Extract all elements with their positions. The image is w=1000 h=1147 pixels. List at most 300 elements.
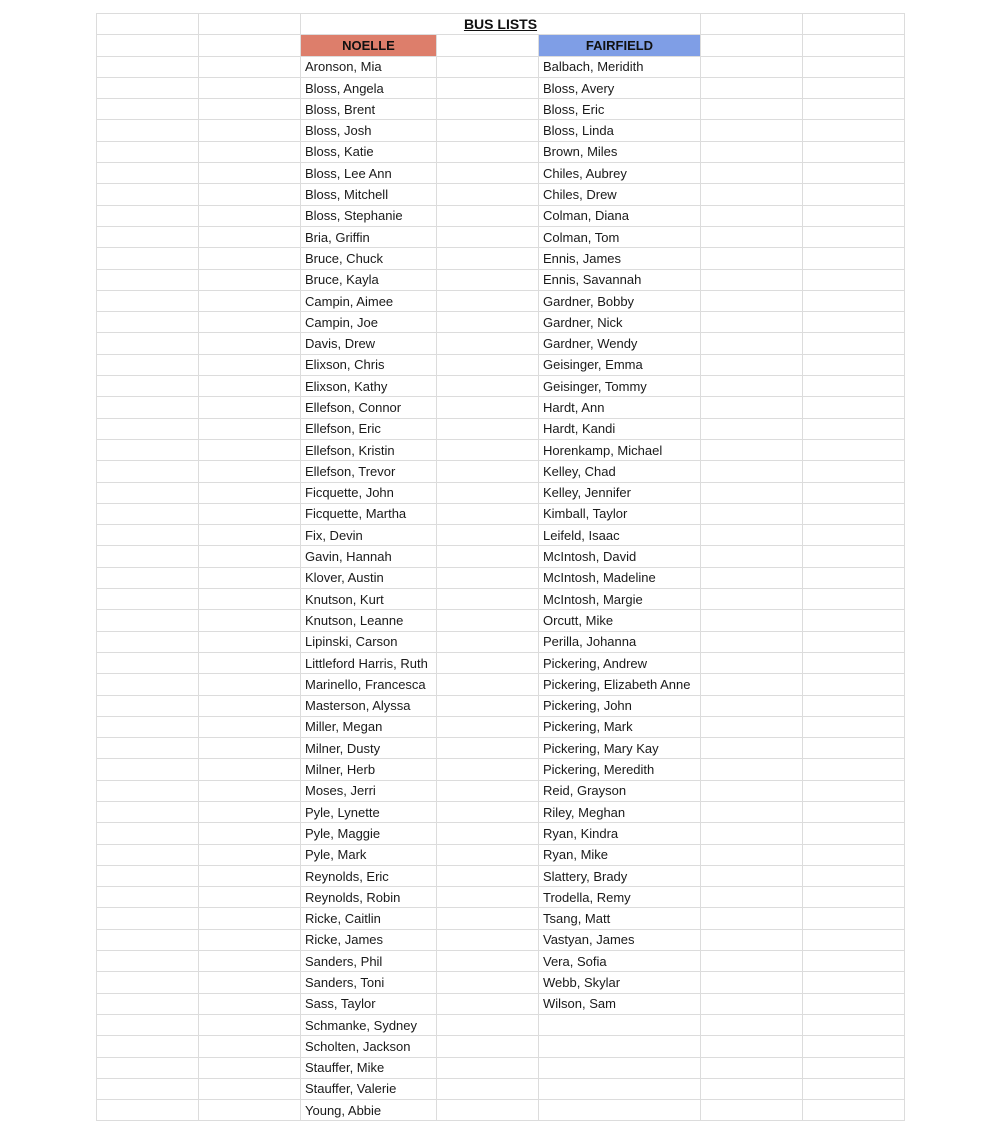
cell[interactable]	[97, 418, 199, 439]
cell[interactable]	[97, 993, 199, 1014]
cell[interactable]	[97, 205, 199, 226]
cell[interactable]	[199, 376, 301, 397]
fairfield-name-cell[interactable]: Balbach, Meridith	[539, 56, 701, 77]
fairfield-name-cell[interactable]: Webb, Skylar	[539, 972, 701, 993]
cell[interactable]	[97, 865, 199, 886]
cell[interactable]	[803, 439, 905, 460]
fairfield-name-cell[interactable]: Pickering, John	[539, 695, 701, 716]
cell[interactable]	[97, 312, 199, 333]
noelle-name-cell[interactable]: Ellefson, Kristin	[301, 439, 437, 460]
cell[interactable]	[97, 120, 199, 141]
cell[interactable]	[199, 35, 301, 56]
cell[interactable]	[97, 248, 199, 269]
fairfield-name-cell[interactable]: Pickering, Elizabeth Anne	[539, 674, 701, 695]
cell[interactable]	[701, 695, 803, 716]
cell[interactable]	[701, 929, 803, 950]
cell[interactable]	[199, 312, 301, 333]
cell[interactable]	[437, 546, 539, 567]
cell[interactable]	[701, 99, 803, 120]
cell[interactable]	[199, 120, 301, 141]
cell[interactable]	[803, 631, 905, 652]
fairfield-name-cell[interactable]: Colman, Tom	[539, 226, 701, 247]
cell[interactable]	[97, 333, 199, 354]
cell[interactable]	[701, 35, 803, 56]
fairfield-name-cell[interactable]: Ennis, James	[539, 248, 701, 269]
cell[interactable]	[701, 482, 803, 503]
cell[interactable]	[199, 503, 301, 524]
cell[interactable]	[97, 35, 199, 56]
cell[interactable]	[437, 780, 539, 801]
fairfield-name-cell[interactable]: Hardt, Ann	[539, 397, 701, 418]
fairfield-name-cell[interactable]	[539, 1100, 701, 1121]
cell[interactable]	[97, 226, 199, 247]
fairfield-name-cell[interactable]: Vera, Sofia	[539, 951, 701, 972]
cell[interactable]	[97, 525, 199, 546]
fairfield-name-cell[interactable]: Trodella, Remy	[539, 887, 701, 908]
cell[interactable]	[803, 993, 905, 1014]
noelle-name-cell[interactable]: Campin, Joe	[301, 312, 437, 333]
fairfield-name-cell[interactable]: Bloss, Eric	[539, 99, 701, 120]
noelle-name-cell[interactable]: Ellefson, Eric	[301, 418, 437, 439]
fairfield-name-cell[interactable]	[539, 1078, 701, 1099]
fairfield-name-cell[interactable]: Horenkamp, Michael	[539, 439, 701, 460]
cell[interactable]	[437, 716, 539, 737]
noelle-name-cell[interactable]: Masterson, Alyssa	[301, 695, 437, 716]
noelle-name-cell[interactable]: Davis, Drew	[301, 333, 437, 354]
cell[interactable]	[437, 290, 539, 311]
cell[interactable]	[437, 376, 539, 397]
cell[interactable]	[701, 780, 803, 801]
cell[interactable]	[803, 248, 905, 269]
cell[interactable]	[803, 844, 905, 865]
cell[interactable]	[199, 567, 301, 588]
cell[interactable]	[803, 461, 905, 482]
cell[interactable]	[97, 461, 199, 482]
cell[interactable]	[199, 248, 301, 269]
fairfield-name-cell[interactable]: Slattery, Brady	[539, 865, 701, 886]
noelle-name-cell[interactable]: Bruce, Chuck	[301, 248, 437, 269]
noelle-name-cell[interactable]: Milner, Dusty	[301, 738, 437, 759]
cell[interactable]	[97, 354, 199, 375]
cell[interactable]	[701, 14, 803, 35]
cell[interactable]	[437, 759, 539, 780]
noelle-name-cell[interactable]: Knutson, Kurt	[301, 589, 437, 610]
cell[interactable]	[437, 1100, 539, 1121]
noelle-name-cell[interactable]: Lipinski, Carson	[301, 631, 437, 652]
noelle-name-cell[interactable]: Schmanke, Sydney	[301, 1014, 437, 1035]
noelle-name-cell[interactable]: Ficquette, John	[301, 482, 437, 503]
cell[interactable]	[701, 418, 803, 439]
cell[interactable]	[701, 567, 803, 588]
fairfield-name-cell[interactable]: Leifeld, Isaac	[539, 525, 701, 546]
cell[interactable]	[701, 865, 803, 886]
cell[interactable]	[437, 525, 539, 546]
cell[interactable]	[97, 610, 199, 631]
noelle-name-cell[interactable]: Aronson, Mia	[301, 56, 437, 77]
cell[interactable]	[97, 929, 199, 950]
fairfield-name-cell[interactable]: Tsang, Matt	[539, 908, 701, 929]
cell[interactable]	[199, 674, 301, 695]
noelle-name-cell[interactable]: Ficquette, Martha	[301, 503, 437, 524]
cell[interactable]	[199, 589, 301, 610]
noelle-name-cell[interactable]: Pyle, Mark	[301, 844, 437, 865]
cell[interactable]	[97, 56, 199, 77]
cell[interactable]	[803, 120, 905, 141]
cell[interactable]	[803, 972, 905, 993]
cell[interactable]	[97, 397, 199, 418]
cell[interactable]	[97, 972, 199, 993]
fairfield-name-cell[interactable]: Pickering, Meredith	[539, 759, 701, 780]
cell[interactable]	[97, 716, 199, 737]
fairfield-name-cell[interactable]: Gardner, Bobby	[539, 290, 701, 311]
cell[interactable]	[701, 972, 803, 993]
cell[interactable]	[701, 908, 803, 929]
cell[interactable]	[701, 376, 803, 397]
cell[interactable]	[803, 503, 905, 524]
cell[interactable]	[803, 887, 905, 908]
cell[interactable]	[701, 56, 803, 77]
cell[interactable]	[97, 163, 199, 184]
cell[interactable]	[199, 226, 301, 247]
noelle-name-cell[interactable]: Marinello, Francesca	[301, 674, 437, 695]
cell[interactable]	[97, 1014, 199, 1035]
cell[interactable]	[199, 1036, 301, 1057]
cell[interactable]	[803, 163, 905, 184]
noelle-name-cell[interactable]: Gavin, Hannah	[301, 546, 437, 567]
fairfield-name-cell[interactable]: Orcutt, Mike	[539, 610, 701, 631]
cell[interactable]	[701, 1100, 803, 1121]
cell[interactable]	[97, 887, 199, 908]
cell[interactable]	[97, 844, 199, 865]
noelle-name-cell[interactable]: Ricke, James	[301, 929, 437, 950]
cell[interactable]	[437, 865, 539, 886]
noelle-name-cell[interactable]: Klover, Austin	[301, 567, 437, 588]
cell[interactable]	[97, 759, 199, 780]
cell[interactable]	[803, 589, 905, 610]
cell[interactable]	[437, 35, 539, 56]
cell[interactable]	[437, 695, 539, 716]
cell[interactable]	[701, 1036, 803, 1057]
cell[interactable]	[97, 376, 199, 397]
cell[interactable]	[701, 589, 803, 610]
cell[interactable]	[803, 56, 905, 77]
cell[interactable]	[199, 780, 301, 801]
noelle-name-cell[interactable]: Milner, Herb	[301, 759, 437, 780]
cell[interactable]	[199, 354, 301, 375]
cell[interactable]	[701, 439, 803, 460]
cell[interactable]	[803, 14, 905, 35]
cell[interactable]	[701, 1014, 803, 1035]
cell[interactable]	[701, 1078, 803, 1099]
fairfield-name-cell[interactable]: McIntosh, Margie	[539, 589, 701, 610]
cell[interactable]	[701, 269, 803, 290]
fairfield-name-cell[interactable]: Colman, Diana	[539, 205, 701, 226]
cell[interactable]	[199, 184, 301, 205]
cell[interactable]	[199, 844, 301, 865]
cell[interactable]	[199, 1014, 301, 1035]
cell[interactable]	[803, 801, 905, 822]
fairfield-name-cell[interactable]: Kelley, Chad	[539, 461, 701, 482]
noelle-name-cell[interactable]: Ellefson, Connor	[301, 397, 437, 418]
cell[interactable]	[803, 780, 905, 801]
cell[interactable]	[97, 482, 199, 503]
cell[interactable]	[701, 610, 803, 631]
cell[interactable]	[97, 674, 199, 695]
fairfield-name-cell[interactable]: Pickering, Mary Kay	[539, 738, 701, 759]
cell[interactable]	[199, 163, 301, 184]
cell[interactable]	[437, 184, 539, 205]
cell[interactable]	[199, 759, 301, 780]
cell[interactable]	[701, 77, 803, 98]
cell[interactable]	[97, 738, 199, 759]
cell[interactable]	[437, 99, 539, 120]
cell[interactable]	[437, 397, 539, 418]
cell[interactable]	[437, 1057, 539, 1078]
cell[interactable]	[701, 844, 803, 865]
noelle-name-cell[interactable]: Elixson, Chris	[301, 354, 437, 375]
noelle-name-cell[interactable]: Reynolds, Robin	[301, 887, 437, 908]
cell[interactable]	[803, 610, 905, 631]
cell[interactable]	[701, 226, 803, 247]
cell[interactable]	[199, 631, 301, 652]
cell[interactable]	[701, 461, 803, 482]
cell[interactable]	[199, 908, 301, 929]
cell[interactable]	[437, 226, 539, 247]
fairfield-name-cell[interactable]: Bloss, Avery	[539, 77, 701, 98]
cell[interactable]	[437, 205, 539, 226]
noelle-name-cell[interactable]: Bria, Griffin	[301, 226, 437, 247]
cell[interactable]	[97, 823, 199, 844]
cell[interactable]	[199, 823, 301, 844]
cell[interactable]	[199, 141, 301, 162]
cell[interactable]	[437, 461, 539, 482]
cell[interactable]	[803, 312, 905, 333]
cell[interactable]	[199, 610, 301, 631]
cell[interactable]	[199, 652, 301, 673]
noelle-name-cell[interactable]: Moses, Jerri	[301, 780, 437, 801]
noelle-name-cell[interactable]: Sanders, Toni	[301, 972, 437, 993]
cell[interactable]	[199, 461, 301, 482]
fairfield-name-cell[interactable]: Wilson, Sam	[539, 993, 701, 1014]
cell[interactable]	[437, 418, 539, 439]
cell[interactable]	[437, 631, 539, 652]
cell[interactable]	[199, 887, 301, 908]
cell[interactable]	[437, 610, 539, 631]
cell[interactable]	[199, 397, 301, 418]
cell[interactable]	[199, 865, 301, 886]
cell[interactable]	[199, 738, 301, 759]
cell[interactable]	[437, 589, 539, 610]
cell[interactable]	[437, 248, 539, 269]
fairfield-name-cell[interactable]: Vastyan, James	[539, 929, 701, 950]
cell[interactable]	[199, 1057, 301, 1078]
cell[interactable]	[437, 163, 539, 184]
cell[interactable]	[701, 163, 803, 184]
cell[interactable]	[803, 1057, 905, 1078]
cell[interactable]	[803, 290, 905, 311]
cell[interactable]	[701, 397, 803, 418]
cell[interactable]	[97, 589, 199, 610]
cell[interactable]	[199, 929, 301, 950]
noelle-name-cell[interactable]: Ricke, Caitlin	[301, 908, 437, 929]
cell[interactable]	[701, 120, 803, 141]
cell[interactable]	[701, 631, 803, 652]
fairfield-name-cell[interactable]: McIntosh, Madeline	[539, 567, 701, 588]
cell[interactable]	[701, 141, 803, 162]
cell[interactable]	[437, 929, 539, 950]
cell[interactable]	[701, 951, 803, 972]
cell[interactable]	[803, 99, 905, 120]
cell[interactable]	[97, 908, 199, 929]
cell[interactable]	[437, 1014, 539, 1035]
cell[interactable]	[803, 397, 905, 418]
cell[interactable]	[199, 56, 301, 77]
cell[interactable]	[803, 716, 905, 737]
noelle-name-cell[interactable]: Bloss, Angela	[301, 77, 437, 98]
noelle-name-cell[interactable]: Campin, Aimee	[301, 290, 437, 311]
cell[interactable]	[437, 1078, 539, 1099]
cell[interactable]	[437, 823, 539, 844]
cell[interactable]	[199, 972, 301, 993]
fairfield-name-cell[interactable]: Geisinger, Emma	[539, 354, 701, 375]
cell[interactable]	[701, 801, 803, 822]
cell[interactable]	[437, 312, 539, 333]
noelle-name-cell[interactable]: Elixson, Kathy	[301, 376, 437, 397]
cell[interactable]	[803, 546, 905, 567]
cell[interactable]	[803, 482, 905, 503]
cell[interactable]	[803, 269, 905, 290]
cell[interactable]	[803, 908, 905, 929]
cell[interactable]	[803, 823, 905, 844]
cell[interactable]	[437, 951, 539, 972]
fairfield-name-cell[interactable]	[539, 1036, 701, 1057]
cell[interactable]	[199, 99, 301, 120]
cell[interactable]	[199, 482, 301, 503]
cell[interactable]	[803, 1078, 905, 1099]
noelle-name-cell[interactable]: Pyle, Lynette	[301, 801, 437, 822]
cell[interactable]	[803, 929, 905, 950]
cell[interactable]	[803, 418, 905, 439]
noelle-name-cell[interactable]: Stauffer, Mike	[301, 1057, 437, 1078]
noelle-name-cell[interactable]: Sanders, Phil	[301, 951, 437, 972]
noelle-name-cell[interactable]: Stauffer, Valerie	[301, 1078, 437, 1099]
cell[interactable]	[803, 226, 905, 247]
noelle-name-cell[interactable]: Young, Abbie	[301, 1100, 437, 1121]
cell[interactable]	[701, 716, 803, 737]
cell[interactable]	[97, 801, 199, 822]
cell[interactable]	[199, 439, 301, 460]
cell[interactable]	[97, 1057, 199, 1078]
cell[interactable]	[803, 759, 905, 780]
cell[interactable]	[803, 674, 905, 695]
cell[interactable]	[199, 418, 301, 439]
cell[interactable]	[803, 354, 905, 375]
fairfield-name-cell[interactable]	[539, 1057, 701, 1078]
cell[interactable]	[97, 546, 199, 567]
cell[interactable]	[701, 333, 803, 354]
cell[interactable]	[199, 525, 301, 546]
fairfield-name-cell[interactable]: Brown, Miles	[539, 141, 701, 162]
cell[interactable]	[803, 376, 905, 397]
cell[interactable]	[437, 77, 539, 98]
noelle-name-cell[interactable]: Bloss, Lee Ann	[301, 163, 437, 184]
cell[interactable]	[199, 269, 301, 290]
cell[interactable]	[701, 759, 803, 780]
fairfield-name-cell[interactable]: Chiles, Drew	[539, 184, 701, 205]
fairfield-name-cell[interactable]: Kimball, Taylor	[539, 503, 701, 524]
noelle-name-cell[interactable]: Miller, Megan	[301, 716, 437, 737]
cell[interactable]	[437, 269, 539, 290]
cell[interactable]	[803, 333, 905, 354]
cell[interactable]	[803, 525, 905, 546]
cell[interactable]	[97, 1100, 199, 1121]
cell[interactable]	[803, 1036, 905, 1057]
fairfield-name-cell[interactable]: Gardner, Wendy	[539, 333, 701, 354]
noelle-name-cell[interactable]: Bloss, Stephanie	[301, 205, 437, 226]
cell[interactable]	[97, 184, 199, 205]
cell[interactable]	[701, 674, 803, 695]
fairfield-name-cell[interactable]: McIntosh, David	[539, 546, 701, 567]
fairfield-name-cell[interactable]: Bloss, Linda	[539, 120, 701, 141]
noelle-name-cell[interactable]: Knutson, Leanne	[301, 610, 437, 631]
cell[interactable]	[199, 14, 301, 35]
cell[interactable]	[199, 695, 301, 716]
cell[interactable]	[97, 290, 199, 311]
cell[interactable]	[97, 77, 199, 98]
cell[interactable]	[437, 56, 539, 77]
cell[interactable]	[437, 503, 539, 524]
cell[interactable]	[97, 141, 199, 162]
cell[interactable]	[199, 205, 301, 226]
cell[interactable]	[701, 248, 803, 269]
cell[interactable]	[803, 951, 905, 972]
noelle-name-cell[interactable]: Littleford Harris, Ruth	[301, 652, 437, 673]
cell[interactable]	[199, 333, 301, 354]
fairfield-name-cell[interactable]	[539, 1014, 701, 1035]
cell[interactable]	[97, 951, 199, 972]
cell[interactable]	[701, 738, 803, 759]
cell[interactable]	[701, 354, 803, 375]
cell[interactable]	[437, 674, 539, 695]
cell[interactable]	[701, 887, 803, 908]
cell[interactable]	[437, 141, 539, 162]
noelle-name-cell[interactable]: Fix, Devin	[301, 525, 437, 546]
cell[interactable]	[199, 716, 301, 737]
noelle-name-cell[interactable]: Bloss, Josh	[301, 120, 437, 141]
fairfield-name-cell[interactable]: Gardner, Nick	[539, 312, 701, 333]
cell[interactable]	[437, 439, 539, 460]
cell[interactable]	[803, 184, 905, 205]
cell[interactable]	[97, 652, 199, 673]
cell[interactable]	[437, 1036, 539, 1057]
cell[interactable]	[199, 290, 301, 311]
cell[interactable]	[97, 695, 199, 716]
fairfield-name-cell[interactable]: Pickering, Mark	[539, 716, 701, 737]
cell[interactable]	[437, 993, 539, 1014]
cell[interactable]	[97, 439, 199, 460]
cell[interactable]	[97, 1078, 199, 1099]
cell[interactable]	[97, 567, 199, 588]
cell[interactable]	[803, 35, 905, 56]
cell[interactable]	[199, 1100, 301, 1121]
fairfield-name-cell[interactable]: Ryan, Mike	[539, 844, 701, 865]
fairfield-name-cell[interactable]: Geisinger, Tommy	[539, 376, 701, 397]
cell[interactable]	[803, 205, 905, 226]
cell[interactable]	[701, 1057, 803, 1078]
cell[interactable]	[701, 652, 803, 673]
cell[interactable]	[437, 801, 539, 822]
noelle-name-cell[interactable]: Reynolds, Eric	[301, 865, 437, 886]
